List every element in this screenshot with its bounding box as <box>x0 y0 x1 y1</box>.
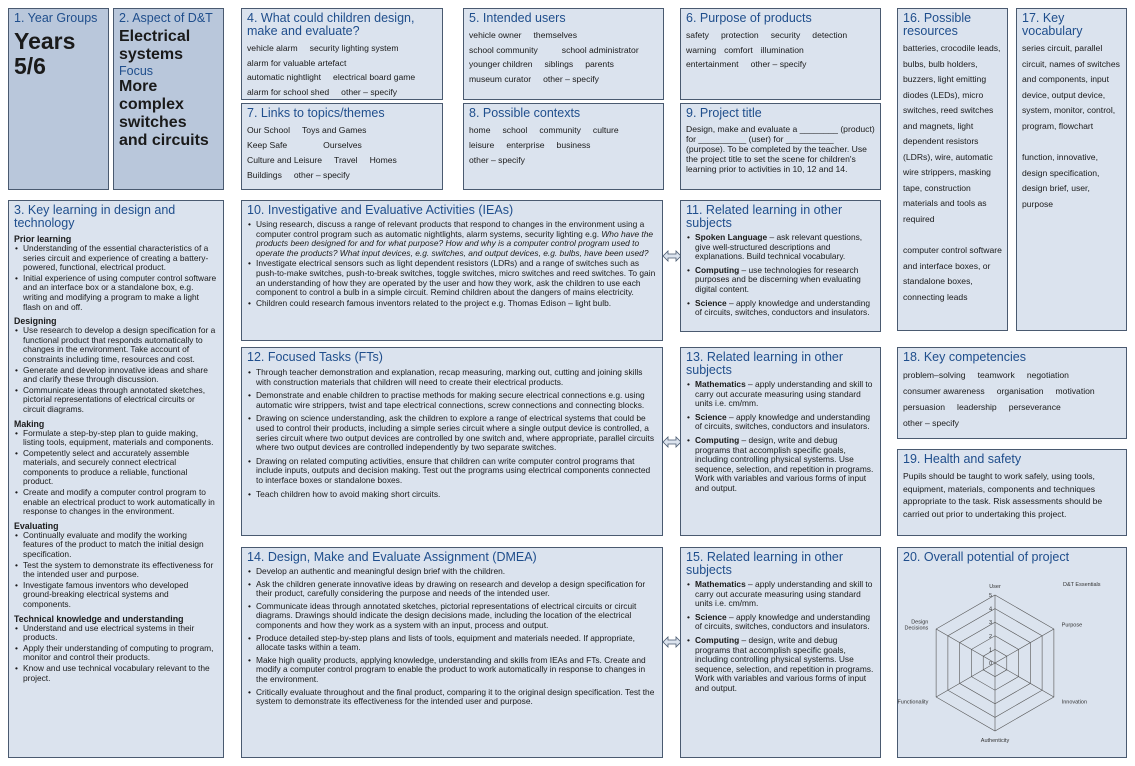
list-item: • Generate and develop innovative ideas and share and clarify these through discussion. <box>23 366 218 385</box>
key-vocabulary-title: 17. Key vocabulary <box>1022 11 1083 38</box>
focused-tasks-list <box>247 368 657 499</box>
related-learning-13-list <box>686 380 875 494</box>
possible-resources-title: 16. Possible resources <box>903 11 972 38</box>
list-item: detection <box>812 30 848 40</box>
list-item: • Demonstrate and enable children to practise methods for making secure electrical connections e.g. using automatic wire strippers, twist and tape electrical connections, screw connections and connecting blocks. <box>256 391 657 410</box>
list-item: • Ask the children generate innovative ideas by drawing on research and develop a design specification for their product, carefully considering the purpose and needs of the intended user. <box>256 580 657 599</box>
list-item: other – specify <box>341 86 398 97</box>
subject-label: Computing <box>695 634 740 645</box>
purpose-title: 6. Purpose of products <box>686 11 812 25</box>
iea-item-questions: Who have the products been designed for and for what purpose? How and why is a computer control program used to operate the products? What input devices, e.g. switches, and output devices, e.g. bulbs, have been used? <box>256 228 654 258</box>
list-item: other – specify <box>750 59 807 69</box>
radar-axis-line <box>995 629 1054 663</box>
list-item: automatic nightlight <box>247 72 322 82</box>
list-item: • Drawing on related computing activities, ensure that children can write computer control programs that include inputs, outputs and decision making. Test out the programs using electrical components connected to interface boxes or standalone boxes. <box>256 457 657 486</box>
project-title-box <box>680 103 881 190</box>
subject-text: – apply understanding and skill to carry out accurate measuring using standard units i.e. cm/mm. <box>695 579 873 609</box>
list-item: museum curator <box>469 73 532 84</box>
subject-label: Mathematics <box>695 579 746 589</box>
list-item: • Continually evaluate and modify the working features of the product to match the initial design specification. <box>23 531 218 560</box>
possible-resources-box <box>897 8 1008 331</box>
list-item: entertainment <box>686 59 739 69</box>
section-list <box>14 326 218 414</box>
radar-tick-label: 0 <box>989 661 993 667</box>
radar-axis-label: User <box>989 584 1001 590</box>
list-item: safety <box>686 30 709 40</box>
list-item: • Teach children how to avoid making short circuits. <box>256 490 657 500</box>
list-item <box>695 613 875 632</box>
double-arrow-icon <box>662 636 682 648</box>
list-item: • Understanding of the essential characteristics of a series circuit and experience of creating a battery-powered, functional, electrical product. <box>23 244 218 273</box>
list-item: other – specify <box>903 418 959 428</box>
key-vocabulary-text-2: function, innovative, design specification, design brief, user, purpose <box>1022 152 1100 209</box>
subject-label: Spoken Language <box>695 232 768 242</box>
list-item: • Competently select and accurately assemble materials, and securely connect electrical components to produce a reliable, functional product. <box>23 449 218 487</box>
list-item: persuasion <box>903 402 946 412</box>
list-item: perseverance <box>1008 402 1061 412</box>
subject-label: Science <box>695 297 727 308</box>
list-item: organisation <box>996 386 1044 396</box>
list-item: Buildings <box>247 170 282 180</box>
list-item: other – specify <box>293 170 350 180</box>
list-item: parents <box>585 59 614 69</box>
links-topics-box <box>241 103 443 190</box>
possible-contexts-box <box>463 103 664 190</box>
list-item: • Develop an authentic and meaningful design brief with the children. <box>256 567 657 577</box>
possible-resources-text: batteries, crocodile leads, bulbs, bulb holders, buzzers, light emitting diodes (LEDs), micro switches, reed switches and magnets, light dependent resistors (LDRs), wire, automatic wire strippers, masking tape, construction materials and tools as required <box>903 43 1001 224</box>
list-item: Keep Safe <box>247 140 288 150</box>
list-item: consumer awareness <box>903 386 985 396</box>
possible-contexts-list <box>469 123 658 168</box>
section-list <box>14 429 218 517</box>
section-list <box>14 244 218 312</box>
list-item <box>256 220 657 258</box>
list-item: • Investigate electrical sensors such as light dependent resistors (LDRs) and a range of switches such as push-to-make switches, push-to-break switches, toggle switches, micro switches and reed switches. To gain an understanding of how they are operated by the user and how they work, ask the children to use each component to control a bulb in a simple circuit. Remind children about the dangers of mains electricity. <box>256 259 657 297</box>
overall-potential-box <box>897 547 1127 758</box>
focused-tasks-box <box>241 347 663 536</box>
list-item: • Initial experience of using computer control software and an interface box or a standalone box, e.g. writing and modifying a program to make a light flash on and off. <box>23 274 218 312</box>
list-item: • Apply their understanding of computing to program, monitor and control their products. <box>23 644 218 663</box>
design-make-evaluate-list <box>247 41 437 99</box>
key-competencies-box <box>897 347 1127 439</box>
list-item: school community <box>469 44 538 55</box>
overall-potential-title: 20. Overall potential of project <box>903 550 1070 564</box>
list-item: • Communicate ideas through annotated sketches, pictorial representations of electrical circuits or circuit diagrams. Drawings should indicate the design decisions made, including the location of the electrical components and how they work as a system with an input, process and output. <box>256 602 657 631</box>
subject-label: Science <box>695 411 727 422</box>
dmea-title: 14. Design, Make and Evaluate Assignment (DMEA) <box>247 550 537 564</box>
radar-axis-line <box>995 663 1054 697</box>
focus-value: More complex switches and circuits <box>119 78 209 149</box>
intended-users-list <box>469 28 658 86</box>
double-arrow-icon <box>662 250 682 262</box>
radar-axis-line <box>936 629 995 663</box>
section-list <box>14 624 218 684</box>
list-item: siblings <box>544 59 574 69</box>
possible-resources-text-2: computer control software and interface boxes, or standalone boxes, connecting leads <box>903 245 1002 302</box>
list-item: vehicle alarm <box>247 43 298 53</box>
radar-axis-label: Design Decisions <box>904 619 929 632</box>
radar-tick-label: 3 <box>989 620 993 627</box>
list-item: other – specify <box>469 155 525 165</box>
section-heading: Prior learning <box>14 234 72 244</box>
list-item: protection <box>720 30 759 40</box>
list-item: • Drawing on science understanding, ask the children to explore a range of electrical systems that could be used to control their products, including a simple series circuit where a single output device is controlled, a series circuit where two output devices are controlled by one switch and, where appropriate, parallel circuits where two output devices are controlled independently by two separate switches. <box>256 414 657 452</box>
subject-text: – ask relevant questions, give well-structured descriptions and explanations. Build technical vocabulary. <box>695 232 863 262</box>
list-item: themselves <box>533 30 578 40</box>
radar-tick-label: 1 <box>989 647 993 654</box>
year-groups-box <box>8 8 109 190</box>
subject-text: – apply knowledge and understanding of circuits, switches, conductors and insulators. <box>695 297 871 318</box>
list-item: • Critically evaluate throughout and the final product, comparing it to the original design specification. Test the system to demonstrate its effectiveness for the intended user and purpose. <box>256 688 657 707</box>
list-item: • Use research to develop a design specification for a functional product that responds automatically to changes in the environment. Take account of constraints including time, resources and cost. <box>23 326 218 364</box>
health-safety-text: Pupils should be taught to work safely, using tools, equipment, materials, components and techniques appropriate to the task. Risk assessments should be carried out prior to undertaking this project. <box>903 471 1103 519</box>
subject-text: – apply knowledge and understanding of circuits, switches, conductors and insulators. <box>695 411 871 432</box>
radar-axis-label: Functionality <box>897 699 929 706</box>
year-groups-title: 1. Year Groups <box>14 11 98 25</box>
list-item <box>695 380 875 409</box>
focused-tasks-title: 12. Focused Tasks (FTs) <box>247 350 383 364</box>
subject-text: – design, write and debug programs that accomplish specific goals, including controlling physical systems. Use sequence, selection, and repetition in programs. Work with variables and various forms of input and output. <box>695 434 874 493</box>
list-item: • Test the system to demonstrate its effectiveness for the intended user and purpose. <box>23 561 218 580</box>
list-item: leisure <box>469 140 495 150</box>
list-item: • Make high quality products, applying knowledge, understanding and skills from IEAs and FTs. Create and modify a computer control program to enable the product to work automatically in response to changes in the environment. <box>256 656 657 685</box>
key-vocabulary-text: series circuit, parallel circuit, names of switches and components, input device, output device, system, monitor, control, program, flowchart <box>1022 43 1120 131</box>
subject-label: Mathematics <box>695 379 746 389</box>
list-item: • Through teacher demonstration and explanation, recap measuring, marking out, cutting and joining skills with construction materials that children will need to create their electrical products. <box>256 368 657 387</box>
list-item: Toys and Games <box>302 125 367 135</box>
list-item: community <box>539 125 581 135</box>
list-item: alarm for valuable artefact <box>247 57 347 68</box>
subject-label: Science <box>695 611 727 622</box>
related-learning-11-list <box>686 233 875 318</box>
related-learning-11-title: 11. Related learning in other subjects <box>686 203 843 230</box>
list-item: Ourselves <box>323 140 362 150</box>
list-item: Culture and Leisure <box>247 155 323 165</box>
list-item: • Formulate a step-by-step plan to guide making, listing tools, equipment, materials and components. <box>23 429 218 448</box>
project-title-text: Design, make and evaluate a ________ (product) for __________ (user) for __________ (purpose). To be completed by the teacher. Use the project title to set the scene for children's learning prior to activities in 10, 12 and 14. <box>686 124 875 174</box>
aspect-box <box>113 8 224 190</box>
design-make-evaluate-title: 4. What could children design, make and evaluate? <box>247 11 415 38</box>
subject-text: – apply understanding and skill to carry out accurate measuring using standard units i.e. cm/mm. <box>695 379 873 409</box>
list-item: business <box>556 140 591 150</box>
chart-title: D&T Essentials <box>1063 582 1101 588</box>
related-learning-13-box <box>680 347 881 536</box>
subject-text: – design, write and debug programs that accomplish specific goals, including controlling physical systems. Use sequence, selection, and repetition in programs. Work with variables and various forms of input and output. <box>695 634 874 693</box>
iea-item-text: Using research, discuss a range of relevant products that respond to changes in the environment using a computer control program such as automatic nightlights, alarm systems, security lighting e.g. <box>256 219 645 239</box>
list-item: illumination <box>760 44 804 55</box>
radar-axis-label: Innovation <box>1061 699 1088 706</box>
radar-tick-label: 4 <box>989 606 993 613</box>
key-competencies-title: 18. Key competencies <box>903 350 1026 364</box>
list-item: younger children <box>469 59 533 69</box>
key-competencies-list <box>903 367 1121 431</box>
list-item <box>695 413 875 432</box>
list-item: Our School <box>247 125 290 135</box>
list-item: enterprise <box>506 140 545 150</box>
list-item: • Know and use technical vocabulary relevant to the project. <box>23 664 218 683</box>
list-item: leadership <box>957 402 997 412</box>
dmea-box <box>241 547 663 758</box>
key-learning-box <box>8 200 224 758</box>
radar-axis-label: Authenticity <box>980 738 1010 744</box>
key-learning-title: 3. Key learning in design and technology <box>14 203 176 230</box>
section-heading: Technical knowledge and understanding <box>14 613 184 624</box>
list-item <box>695 299 875 318</box>
list-item <box>695 266 875 295</box>
list-item: problem–solving <box>903 370 966 380</box>
related-learning-11-box <box>680 200 881 332</box>
section-list <box>14 531 218 610</box>
year-groups-value: Years 5/6 <box>14 28 76 79</box>
radar-tick-label: 5 <box>989 593 993 599</box>
aspect-title: 2. Aspect of D&T <box>119 11 213 25</box>
dmea-list <box>247 567 657 707</box>
list-item: • Investigate famous inventors who developed ground-breaking electrical systems and components. <box>23 581 218 610</box>
list-item: alarm for school shed <box>247 86 330 97</box>
list-item: vehicle owner <box>469 30 522 40</box>
design-make-evaluate-box <box>241 8 443 100</box>
list-item: school <box>502 125 528 135</box>
health-safety-title: 19. Health and safety <box>903 452 1022 466</box>
links-topics-title: 7. Links to topics/themes <box>247 106 385 120</box>
list-item: negotiation <box>1026 370 1069 380</box>
related-learning-15-box <box>680 547 881 758</box>
list-item: motivation <box>1055 386 1095 396</box>
related-learning-15-list <box>686 580 875 694</box>
health-safety-box <box>897 449 1127 536</box>
radar-axis-label: Purpose <box>1061 622 1083 629</box>
aspect-value: Electrical systems <box>119 28 191 63</box>
section-heading: Designing <box>14 316 57 327</box>
list-item: home <box>469 125 491 135</box>
list-item: Homes <box>369 155 397 165</box>
list-item: • Children could research famous inventors related to the project e.g. Thomas Edison – light bulb. <box>256 299 657 309</box>
list-item: • Produce detailed step-by-step plans and lists of tools, equipment and materials needed. If appropriate, allocate tasks within a team. <box>256 634 657 653</box>
subject-text: – use technologies for research purposes and be discerning when evaluating digital content. <box>695 264 861 294</box>
list-item: other – specify <box>543 73 599 84</box>
list-item: teamwork <box>977 370 1015 380</box>
radar-tick-label: 2 <box>989 633 993 640</box>
related-learning-15-title: 15. Related learning in other subjects <box>686 550 844 577</box>
radar-axis-line <box>936 663 995 697</box>
list-item: • Create and modify a computer control program to enable an electrical product to work automatically in response to changes in the environment. <box>23 488 218 517</box>
section-heading: Making <box>14 418 45 429</box>
intended-users-title: 5. Intended users <box>469 11 566 25</box>
list-item <box>695 580 875 609</box>
iea-list <box>247 220 657 308</box>
focus-label: Focus <box>119 64 154 78</box>
list-item <box>695 233 875 262</box>
purpose-list <box>686 28 875 72</box>
double-arrow-icon <box>662 436 682 448</box>
list-item: security lighting system <box>309 43 399 53</box>
iea-box <box>241 200 663 341</box>
possible-contexts-title: 8. Possible contexts <box>469 106 581 120</box>
section-heading: Evaluating <box>14 520 59 531</box>
list-item: school administrator <box>561 44 639 55</box>
list-item: • Understand and use electrical systems in their products. <box>23 624 218 643</box>
list-item: security <box>770 30 801 40</box>
iea-title: 10. Investigative and Evaluative Activities (IEAs) <box>247 203 514 217</box>
list-item: culture <box>592 125 619 135</box>
subject-text: – apply knowledge and understanding of circuits, switches, conductors and insulators. <box>695 611 871 632</box>
list-item: Travel <box>334 155 358 165</box>
radar-chart <box>897 568 1121 753</box>
subject-label: Computing <box>695 264 740 275</box>
list-item <box>695 636 875 694</box>
subject-label: Computing <box>695 434 740 445</box>
project-title-heading: 9. Project title <box>686 106 762 120</box>
list-item: comfort <box>724 44 753 55</box>
list-item <box>695 436 875 494</box>
links-topics-list <box>247 123 437 183</box>
intended-users-box <box>463 8 664 100</box>
key-vocabulary-box <box>1016 8 1127 331</box>
list-item: electrical board game <box>333 72 416 82</box>
list-item: • Communicate ideas through annotated sketches, pictorial representations of electrical circuits or circuit diagrams. <box>23 386 218 415</box>
related-learning-13-title: 13. Related learning in other subjects <box>686 350 844 377</box>
list-item: warning <box>686 44 717 55</box>
key-learning-sections <box>14 234 218 683</box>
purpose-box <box>680 8 881 100</box>
